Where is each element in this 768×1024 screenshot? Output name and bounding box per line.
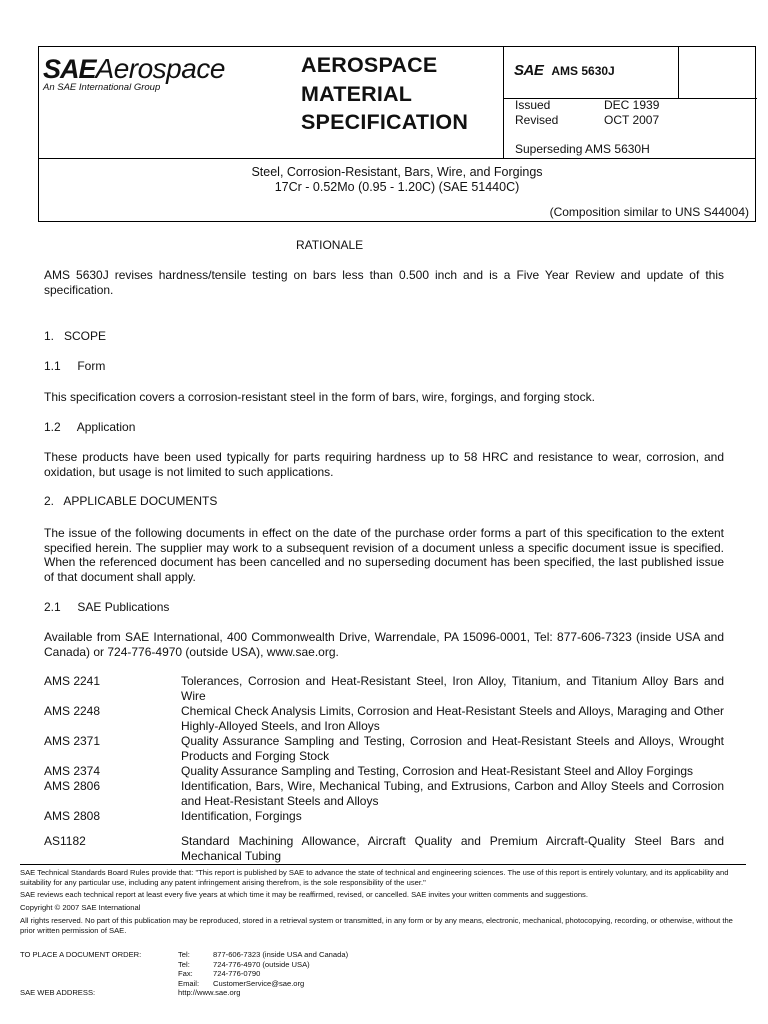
- order-contact-block: [20, 950, 348, 998]
- doc-code: AMS 2248: [44, 704, 101, 718]
- divider: [39, 158, 755, 159]
- sae-mini-logo: SAE: [514, 62, 544, 79]
- section-heading: 2. APPLICABLE DOCUMENTS: [44, 494, 218, 508]
- section-heading: 2.1 SAE Publications: [44, 600, 170, 614]
- doc-title: Identification, Bars, Wire, Mechanical Tubing, and Extrusions, Carbon and Alloy Steels and Corrosion and Heat-Resistant Steels and Alloys: [181, 779, 724, 808]
- doc-title: Quality Assurance Sampling and Testing, Corrosion and Heat-Resistant Steels and Alloys, Wrought Products and Forging Stock: [181, 734, 724, 763]
- document-reference-row: [44, 764, 724, 779]
- divider: [678, 47, 679, 98]
- doc-code: AMS 2374: [44, 764, 101, 778]
- rationale-heading: RATIONALE: [296, 238, 364, 252]
- page-title: [301, 51, 468, 137]
- doc-title: Standard Machining Allowance, Aircraft Quality and Premium Aircraft-Quality Steel Bars and Mechanical Tubing: [181, 834, 724, 863]
- section-heading: 1.1 Form: [44, 359, 106, 373]
- contact-key: Tel:: [178, 959, 190, 969]
- superseding-note: Superseding AMS 5630H: [515, 142, 650, 156]
- email-link[interactable]: CustomerService@sae.org: [213, 978, 305, 988]
- issued-label: Issued: [515, 98, 551, 112]
- contact-key: Email:: [178, 978, 200, 988]
- document-reference-row: [44, 734, 724, 763]
- issue-dates: [515, 98, 659, 127]
- logo-tagline: An SAE International Group: [43, 82, 161, 93]
- paragraph: Available from SAE International, 400 Commonwealth Drive, Warrendale, PA 15096-0001, Tel: 877-606-7323 (inside USA and Canada) or 724-776-4970 (outside USA), www.sae.org.: [44, 630, 724, 659]
- subject-line: 17Cr - 0.52Mo (0.95 - 1.20C) (SAE 51440C): [274, 180, 520, 194]
- document-reference-row: [44, 779, 724, 808]
- spec-header: [38, 46, 756, 222]
- doc-code: AMS 2806: [44, 779, 101, 793]
- doc-title: Identification, Forgings: [181, 809, 302, 823]
- footer-rights-text: All rights reserved. No part of this publication may be reproduced, stored in a retrieval system or transmitted, in any form or by any means, electronic, mechanical, photocopying, recording, or otherwise, without the prior written permission of SAE.: [20, 915, 733, 935]
- web-label: SAE WEB ADDRESS:: [20, 988, 96, 997]
- doc-title: Quality Assurance Sampling and Testing, Corrosion and Heat-Resistant Steel and Alloy Forgings: [181, 764, 694, 778]
- rationale-text: AMS 5630J revises hardness/tensile testing on bars less than 0.500 inch and is a Five Year Review and update of this specification.: [44, 268, 724, 297]
- footer-copyright: Copyright © 2007 SAE International: [20, 903, 141, 913]
- document-reference-row: [44, 674, 724, 703]
- composition-note: (Composition similar to UNS S44004): [549, 205, 749, 219]
- title-line: AEROSPACE: [301, 53, 438, 77]
- paragraph: These products have been used typically for parts requiring hardness up to 58 HRC and resistance to wear, corrosion, and oxidation, but usage is not limited to such applications.: [44, 450, 724, 479]
- legal-footer: [20, 864, 746, 935]
- subject-line: Steel, Corrosion-Resistant, Bars, Wire, and Forgings: [251, 165, 543, 179]
- document-reference-row: [44, 704, 724, 733]
- doc-code: AMS 2808: [44, 809, 101, 823]
- doc-code: AS1182: [44, 834, 86, 848]
- revised-label: Revised: [515, 112, 559, 127]
- document-reference-row: [44, 834, 724, 863]
- logo-sae: SAE: [43, 54, 96, 84]
- contact-value: 724-776-4970 (outside USA): [213, 959, 310, 969]
- document-reference-row: [44, 809, 724, 824]
- contact-key: Tel:: [178, 950, 190, 959]
- contact-value: 724-776-0790: [213, 969, 261, 978]
- order-label: TO PLACE A DOCUMENT ORDER:: [20, 950, 142, 959]
- issued-date: DEC 1939: [604, 98, 660, 112]
- doc-title: Chemical Check Analysis Limits, Corrosion and Heat-Resistant Steels and Alloys, Maraging and Other Highly-Alloyed Steels, and Iron Alloys: [181, 704, 724, 733]
- footer-review-text: SAE reviews each technical report at least every five years at which time it may be reaffirmed, revised, or cancelled. SAE invites your written comments and suggestions.: [20, 890, 588, 900]
- spec-number-box: [514, 62, 615, 79]
- doc-code: AMS 2371: [44, 734, 101, 748]
- divider: [503, 47, 504, 158]
- title-line: SPECIFICATION: [301, 110, 469, 134]
- spec-number: AMS 5630J: [551, 64, 615, 78]
- footer-rules-text: SAE Technical Standards Board Rules provide that: "This report is published by SAE to advance the state of technical and engineering sciences. The use of this report is entirely voluntary, and its applicability and suitability for any particular use, including any patent infringement arising therefrom, is the sole responsibility of the user.": [20, 868, 729, 887]
- paragraph: This specification covers a corrosion-resistant steel in the form of bars, wire, forgings, and forging stock.: [44, 390, 595, 404]
- doc-code: AMS 2241: [44, 674, 101, 688]
- logo-aerospace: Aerospace: [95, 53, 225, 84]
- paragraph: The issue of the following documents in effect on the date of the purchase order forms a part of this specification to the extent specified herein. The supplier may work to a subsequent revision of a document unless a specific document issue is specified. When the referenced document has been cancelled and no superseding document has been specified, the last published issue of that document shall apply.: [44, 526, 724, 584]
- web-address-link[interactable]: http://www.sae.org: [178, 988, 241, 997]
- contact-key: Fax:: [178, 969, 193, 978]
- doc-title: Tolerances, Corrosion and Heat-Resistant Steel, Iron Alloy, Titanium, and Titanium Alloy Bars and Wire: [181, 674, 724, 703]
- contact-value: 877-606-7323 (inside USA and Canada): [213, 950, 349, 959]
- section-heading: 1. SCOPE: [44, 329, 107, 343]
- title-line: MATERIAL: [301, 81, 413, 106]
- revised-date: OCT 2007: [604, 112, 660, 127]
- spec-subject: [39, 165, 755, 195]
- sae-aerospace-logo: [43, 53, 225, 93]
- section-heading: 1.2 Application: [44, 420, 136, 434]
